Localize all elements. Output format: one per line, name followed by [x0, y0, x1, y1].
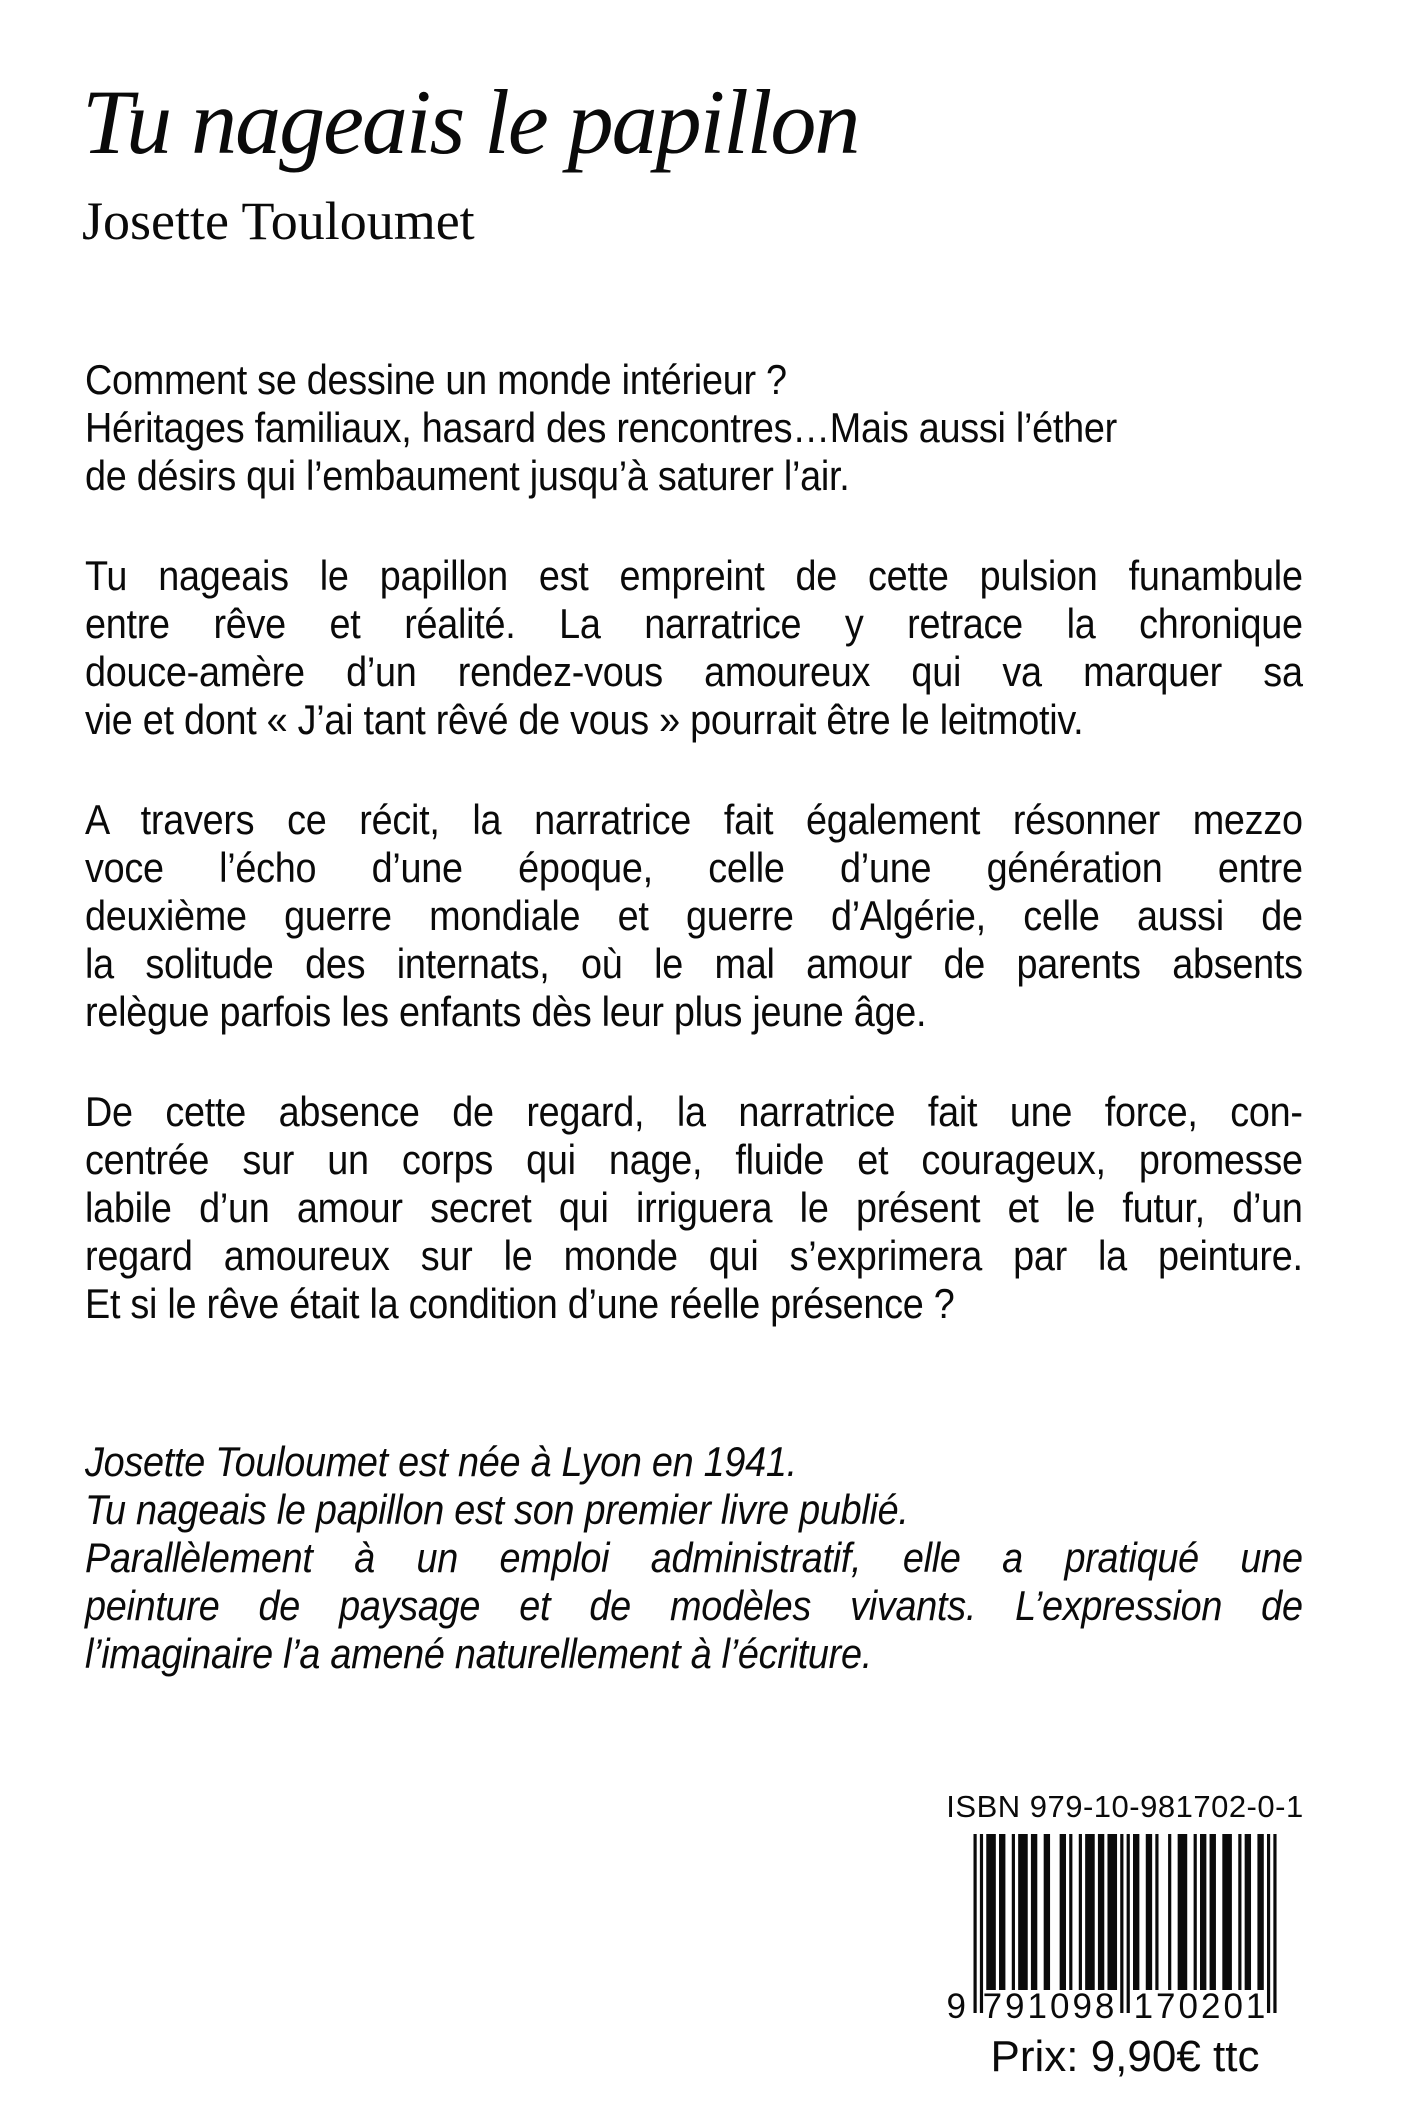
text-line: Et si le rêve était la condition d’une réelle présence ?	[85, 1280, 955, 1327]
isbn-block	[945, 1790, 1305, 2080]
text-line: regard amoureux sur le monde qui s’exprimera par la peinture.	[85, 1232, 1303, 1279]
text-line: labile d’un amour secret qui irriguera le présent et le futur, d’un	[85, 1184, 1303, 1231]
text-line: Tu nageais le papillon est son premier livre publié.	[85, 1486, 909, 1533]
synopsis-paragraph-4	[85, 1088, 1303, 1328]
text-line: centrée sur un corps qui nage, fluide et courageux, promesse	[85, 1136, 1303, 1183]
text-line: relègue parfois les enfants dès leur plus jeune âge.	[85, 988, 927, 1035]
text-line: peinture de paysage et de modèles vivants. L’expression de	[85, 1582, 1303, 1629]
synopsis-paragraph-2	[85, 552, 1303, 744]
barcode-digits-right: 170201	[1133, 1987, 1269, 2022]
synopsis-paragraph-3	[85, 796, 1303, 1036]
text-line: A travers ce récit, la narratrice fait également résonner mezzo	[85, 796, 1303, 843]
text-line: Josette Touloumet est née à Lyon en 1941.	[85, 1438, 797, 1485]
text-line: Héritages familiaux, hasard des rencontres…Mais aussi l’éther	[85, 404, 1117, 451]
barcode-digits-left: 791098	[982, 1987, 1118, 2022]
text-line: entre rêve et réalité. La narratrice y retrace la chronique	[85, 600, 1303, 647]
isbn-label: ISBN 979-10-981702-0-1	[946, 1789, 1304, 1824]
synopsis	[85, 356, 1303, 1678]
barcode-digit-first: 9	[946, 1987, 969, 2022]
author-bio	[85, 1438, 1303, 1678]
text-line: Tu nageais le papillon est empreint de cette pulsion funambule	[85, 552, 1303, 599]
text-line: Parallèlement à un emploi administratif, elle a pratiqué une	[85, 1534, 1303, 1581]
author-name: Josette Touloumet	[82, 191, 475, 251]
text-line: deuxième guerre mondiale et guerre d’Algérie, celle aussi de	[85, 892, 1303, 939]
text-line: De cette absence de regard, la narratrice fait une force, con-	[85, 1088, 1303, 1135]
text-line: Comment se dessine un monde intérieur ?	[85, 356, 787, 403]
book-title: Tu nageais le papillon	[82, 71, 859, 173]
synopsis-paragraph-1	[85, 356, 1303, 500]
text-line: l’imaginaire l’a amené naturellement à l’écriture.	[85, 1630, 872, 1677]
text-line: voce l’écho d’une époque, celle d’une génération entre	[85, 844, 1303, 891]
text-line: douce-amère d’un rendez-vous amoureux qui va marquer sa	[85, 648, 1303, 695]
text-line: vie et dont « J’ai tant rêvé de vous » pourrait être le leitmotiv.	[85, 696, 1084, 743]
ean-barcode	[945, 1834, 1305, 2022]
price-label: Prix: 9,90€ ttc	[990, 2032, 1260, 2081]
text-line: de désirs qui l’embaument jusqu’à saturer l’air.	[85, 452, 850, 499]
text-line: la solitude des internats, où le mal amour de parents absents	[85, 940, 1303, 987]
synopsis-text	[85, 356, 1303, 1678]
